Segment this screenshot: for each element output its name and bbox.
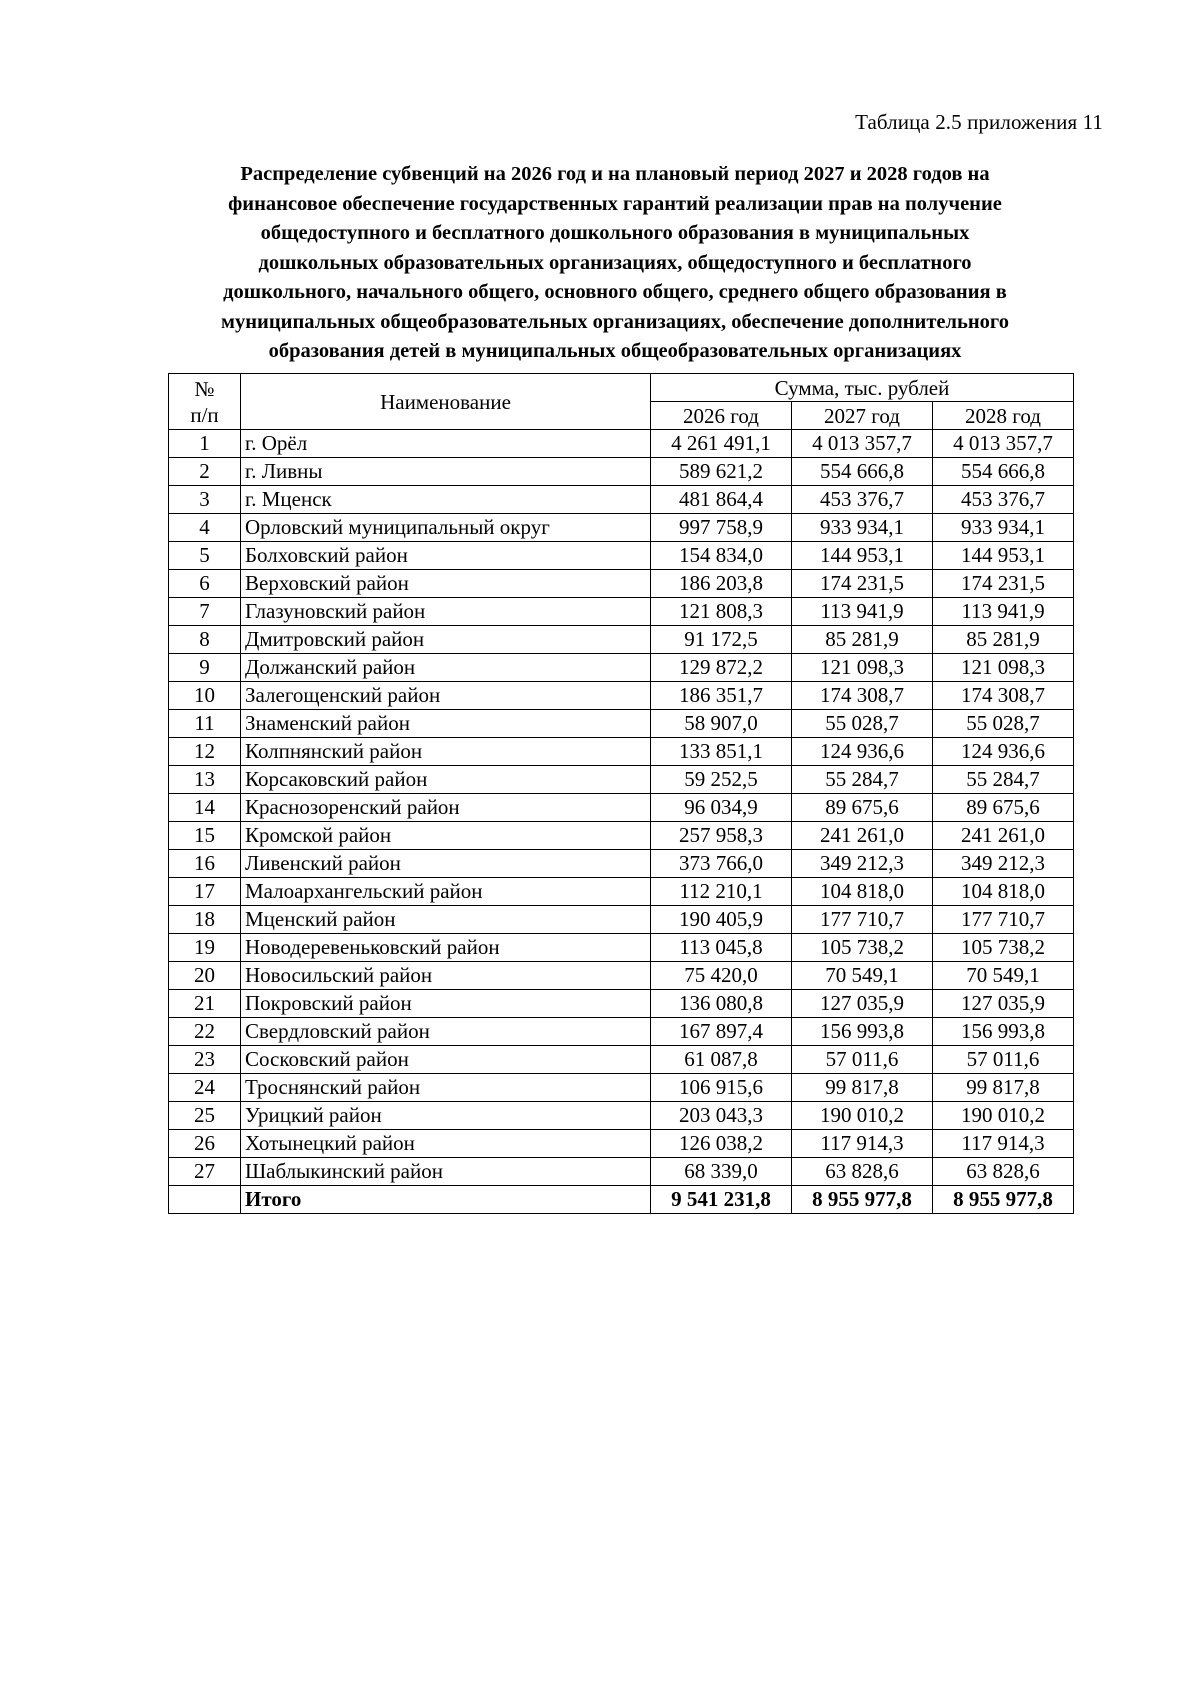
header-name: Наименование: [241, 374, 651, 430]
row-number: 1: [169, 430, 241, 458]
row-value-2026: 113 045,8: [651, 934, 792, 962]
table-row: [169, 1074, 1074, 1102]
row-name: Залегощенский район: [241, 682, 651, 710]
row-value-2026: 58 907,0: [651, 710, 792, 738]
row-name: г. Мценск: [241, 486, 651, 514]
row-value-2026: 257 958,3: [651, 822, 792, 850]
row-value-2028: 4 013 357,7: [933, 430, 1074, 458]
row-value-2028: 104 818,0: [933, 878, 1074, 906]
row-value-2028: 89 675,6: [933, 794, 1074, 822]
row-number: 12: [169, 738, 241, 766]
row-number: 22: [169, 1018, 241, 1046]
table-row: [169, 990, 1074, 1018]
row-name: Сосковский район: [241, 1046, 651, 1074]
table-row: [169, 1158, 1074, 1186]
row-name: Должанский район: [241, 654, 651, 682]
row-name: Глазуновский район: [241, 598, 651, 626]
row-value-2026: 112 210,1: [651, 878, 792, 906]
row-value-2028: 177 710,7: [933, 906, 1074, 934]
row-value-2028: 174 308,7: [933, 682, 1074, 710]
row-value-2027: 156 993,8: [792, 1018, 933, 1046]
row-number: 25: [169, 1102, 241, 1130]
header-year-2026: 2026 год: [651, 402, 792, 430]
row-value-2028: 127 035,9: [933, 990, 1074, 1018]
row-value-2028: 124 936,6: [933, 738, 1074, 766]
total-number-cell: [169, 1186, 241, 1214]
row-name: Корсаковский район: [241, 766, 651, 794]
table-row: [169, 1102, 1074, 1130]
table-row: [169, 1130, 1074, 1158]
total-row: [169, 1186, 1074, 1214]
row-name: Троснянский район: [241, 1074, 651, 1102]
row-value-2027: 63 828,6: [792, 1158, 933, 1186]
table-row: [169, 626, 1074, 654]
table-row: [169, 962, 1074, 990]
row-value-2027: 190 010,2: [792, 1102, 933, 1130]
table-row: [169, 598, 1074, 626]
row-value-2027: 453 376,7: [792, 486, 933, 514]
header-year-2028: 2028 год: [933, 402, 1074, 430]
row-name: Верховский район: [241, 570, 651, 598]
row-value-2028: 933 934,1: [933, 514, 1074, 542]
row-number: 24: [169, 1074, 241, 1102]
table-body: [169, 430, 1074, 1186]
row-value-2028: 55 028,7: [933, 710, 1074, 738]
table-row: [169, 1018, 1074, 1046]
table-row: [169, 514, 1074, 542]
row-value-2028: 113 941,9: [933, 598, 1074, 626]
header-sum: Сумма, тыс. рублей: [651, 374, 1074, 402]
total-2026: 9 541 231,8: [651, 1186, 792, 1214]
row-number: 20: [169, 962, 241, 990]
row-number: 8: [169, 626, 241, 654]
row-value-2028: 349 212,3: [933, 850, 1074, 878]
table-reference: Таблица 2.5 приложения 11: [855, 110, 1103, 134]
table-row: [169, 934, 1074, 962]
row-name: Ливенский район: [241, 850, 651, 878]
table-row: [169, 794, 1074, 822]
row-value-2026: 133 851,1: [651, 738, 792, 766]
row-value-2028: 55 284,7: [933, 766, 1074, 794]
row-value-2027: 85 281,9: [792, 626, 933, 654]
row-number: 9: [169, 654, 241, 682]
row-name: Краснозоренский район: [241, 794, 651, 822]
table-header: [169, 374, 1074, 430]
row-value-2028: 99 817,8: [933, 1074, 1074, 1102]
total-2028: 8 955 977,8: [933, 1186, 1074, 1214]
row-name: Мценский район: [241, 906, 651, 934]
row-value-2027: 127 035,9: [792, 990, 933, 1018]
title-line: Распределение субвенций на 2026 год и на плановый период 2027 и 2028 годов на: [240, 163, 990, 185]
row-value-2027: 55 284,7: [792, 766, 933, 794]
row-value-2027: 105 738,2: [792, 934, 933, 962]
row-number: 7: [169, 598, 241, 626]
row-value-2026: 91 172,5: [651, 626, 792, 654]
row-number: 5: [169, 542, 241, 570]
row-value-2028: 144 953,1: [933, 542, 1074, 570]
row-value-2028: 85 281,9: [933, 626, 1074, 654]
row-value-2028: 121 098,3: [933, 654, 1074, 682]
table-row: [169, 822, 1074, 850]
row-value-2027: 177 710,7: [792, 906, 933, 934]
row-value-2027: 241 261,0: [792, 822, 933, 850]
row-value-2026: 481 864,4: [651, 486, 792, 514]
row-name: Новосильский район: [241, 962, 651, 990]
row-value-2027: 113 941,9: [792, 598, 933, 626]
row-name: Урицкий район: [241, 1102, 651, 1130]
row-value-2026: 186 351,7: [651, 682, 792, 710]
row-name: Кромской район: [241, 822, 651, 850]
row-name: г. Ливны: [241, 458, 651, 486]
subventions-table: [168, 373, 1074, 1214]
row-name: Новодеревеньковский район: [241, 934, 651, 962]
table-row: [169, 906, 1074, 934]
title-line: финансовое обеспечение государственных гарантий реализации прав на получение: [228, 192, 1002, 215]
row-value-2027: 554 666,8: [792, 458, 933, 486]
row-number: 10: [169, 682, 241, 710]
header-number-abbr: п/п: [190, 402, 219, 427]
row-value-2026: 203 043,3: [651, 1102, 792, 1130]
table-row: [169, 878, 1074, 906]
row-value-2026: 61 087,8: [651, 1046, 792, 1074]
document-title: [140, 160, 1090, 367]
row-number: 2: [169, 458, 241, 486]
row-number: 4: [169, 514, 241, 542]
header-year-2027: 2027 год: [792, 402, 933, 430]
row-value-2028: 117 914,3: [933, 1130, 1074, 1158]
row-value-2027: 124 936,6: [792, 738, 933, 766]
table-row: [169, 486, 1074, 514]
row-number: 18: [169, 906, 241, 934]
row-name: Покровский район: [241, 990, 651, 1018]
row-name: г. Орёл: [241, 430, 651, 458]
row-number: 15: [169, 822, 241, 850]
row-name: Дмитровский район: [241, 626, 651, 654]
row-value-2026: 154 834,0: [651, 542, 792, 570]
row-name: Хотынецкий район: [241, 1130, 651, 1158]
row-number: 21: [169, 990, 241, 1018]
table-row: [169, 710, 1074, 738]
row-number: 23: [169, 1046, 241, 1074]
table-row: [169, 766, 1074, 794]
row-value-2026: 68 339,0: [651, 1158, 792, 1186]
title-line: образования детей в муниципальных общеобразовательных организациях: [268, 340, 962, 362]
row-name: Малоархангельский район: [241, 878, 651, 906]
table-row: [169, 430, 1074, 458]
row-value-2027: 104 818,0: [792, 878, 933, 906]
row-number: 3: [169, 486, 241, 514]
row-value-2026: 997 758,9: [651, 514, 792, 542]
table-row: [169, 570, 1074, 598]
row-value-2028: 190 010,2: [933, 1102, 1074, 1130]
table-row: [169, 738, 1074, 766]
row-value-2027: 70 549,1: [792, 962, 933, 990]
row-value-2028: 453 376,7: [933, 486, 1074, 514]
row-value-2027: 349 212,3: [792, 850, 933, 878]
row-number: 26: [169, 1130, 241, 1158]
row-number: 17: [169, 878, 241, 906]
row-number: 16: [169, 850, 241, 878]
row-value-2028: 105 738,2: [933, 934, 1074, 962]
row-name: Болховский район: [241, 542, 651, 570]
row-value-2028: 174 231,5: [933, 570, 1074, 598]
total-2027: 8 955 977,8: [792, 1186, 933, 1214]
row-number: 27: [169, 1158, 241, 1186]
row-value-2028: 554 666,8: [933, 458, 1074, 486]
row-name: Знаменский район: [241, 710, 651, 738]
row-value-2027: 55 028,7: [792, 710, 933, 738]
row-number: 11: [169, 710, 241, 738]
row-value-2026: 96 034,9: [651, 794, 792, 822]
row-value-2028: 63 828,6: [933, 1158, 1074, 1186]
row-number: 13: [169, 766, 241, 794]
row-number: 6: [169, 570, 241, 598]
title-line: дошкольного, начального общего, основного общего, среднего общего образования в: [223, 281, 1007, 303]
row-value-2027: 117 914,3: [792, 1130, 933, 1158]
row-value-2026: 129 872,2: [651, 654, 792, 682]
table-row: [169, 458, 1074, 486]
table-row: [169, 654, 1074, 682]
row-value-2026: 106 915,6: [651, 1074, 792, 1102]
table-row: [169, 542, 1074, 570]
row-value-2027: 174 231,5: [792, 570, 933, 598]
row-value-2027: 933 934,1: [792, 514, 933, 542]
row-value-2028: 57 011,6: [933, 1046, 1074, 1074]
row-value-2027: 99 817,8: [792, 1074, 933, 1102]
row-name: Орловский муниципальный округ: [241, 514, 651, 542]
row-value-2027: 121 098,3: [792, 654, 933, 682]
title-line: муниципальных общеобразовательных организациях, обеспечение дополнительного: [221, 310, 1009, 333]
row-value-2026: 59 252,5: [651, 766, 792, 794]
row-value-2026: 589 621,2: [651, 458, 792, 486]
table-row: [169, 850, 1074, 878]
row-number: 19: [169, 934, 241, 962]
row-value-2028: 241 261,0: [933, 822, 1074, 850]
header-number-symbol: №: [194, 376, 215, 401]
title-line: дошкольных образовательных организациях, общедоступного и бесплатного: [258, 251, 972, 274]
row-value-2026: 75 420,0: [651, 962, 792, 990]
row-value-2026: 121 808,3: [651, 598, 792, 626]
table-row: [169, 1046, 1074, 1074]
row-value-2026: 4 261 491,1: [651, 430, 792, 458]
row-name: Шаблыкинский район: [241, 1158, 651, 1186]
row-value-2028: 156 993,8: [933, 1018, 1074, 1046]
row-value-2026: 190 405,9: [651, 906, 792, 934]
row-value-2027: 174 308,7: [792, 682, 933, 710]
row-value-2027: 89 675,6: [792, 794, 933, 822]
row-value-2026: 186 203,8: [651, 570, 792, 598]
total-label: Итого: [241, 1186, 651, 1214]
table-row: [169, 682, 1074, 710]
title-line: общедоступного и бесплатного дошкольного образования в муниципальных: [260, 222, 970, 244]
row-value-2026: 126 038,2: [651, 1130, 792, 1158]
row-value-2027: 4 013 357,7: [792, 430, 933, 458]
row-value-2027: 144 953,1: [792, 542, 933, 570]
row-value-2026: 136 080,8: [651, 990, 792, 1018]
header-number: [169, 374, 241, 430]
row-number: 14: [169, 794, 241, 822]
row-name: Колпнянский район: [241, 738, 651, 766]
row-value-2026: 373 766,0: [651, 850, 792, 878]
row-value-2026: 167 897,4: [651, 1018, 792, 1046]
row-value-2028: 70 549,1: [933, 962, 1074, 990]
row-name: Свердловский район: [241, 1018, 651, 1046]
table-footer: [169, 1186, 1074, 1214]
row-value-2027: 57 011,6: [792, 1046, 933, 1074]
